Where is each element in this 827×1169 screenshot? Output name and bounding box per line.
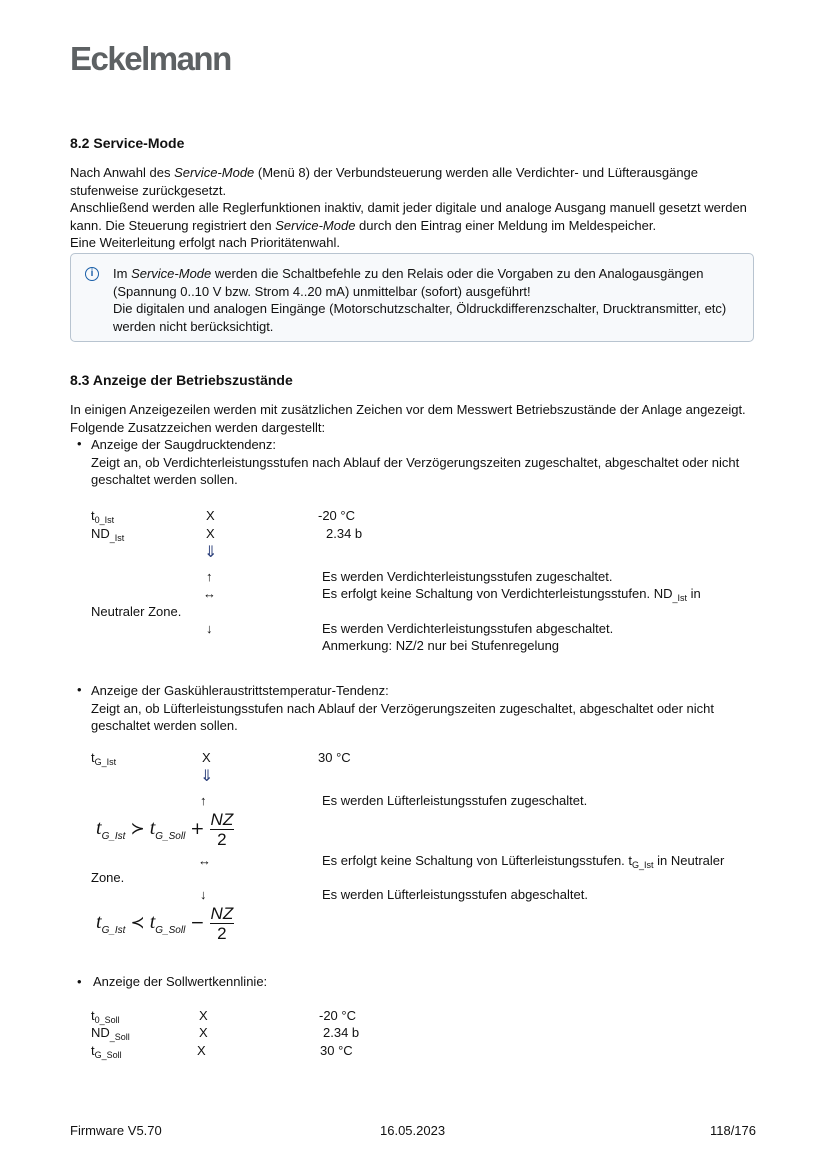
text: (Menü 8) der Verbundsteuerung werden alle Verdichter- und Lüfterausgänge stufenweise zurückgesetzt. — [70, 165, 699, 198]
up-description: Es werden Verdichterleistungsstufen zugeschaltet. — [322, 569, 613, 584]
left-right-arrow-icon: ↔ — [198, 853, 211, 868]
emphasis: Service-Mode — [131, 266, 212, 281]
row-value: -20 °C — [318, 508, 355, 523]
neutral-description: Es erfolgt keine Schaltung von Verdichterleistungsstufen. $ND_{\_Ist}$ in — [322, 586, 701, 603]
down-description: Es werden Verdichterleistungsstufen abgeschaltet. — [322, 621, 614, 636]
neutral-description-wrap: Neutraler Zone. — [91, 604, 182, 619]
left-right-arrow-icon: ↔ — [203, 586, 216, 601]
footer-page-number: 118/176 — [709, 1123, 756, 1138]
row-label-t0-soll: $t_{0\_Soll}$ — [91, 1008, 120, 1025]
row-label-tg-soll: $t_{G\_Soll}$ — [91, 1043, 122, 1060]
bullet-icon: • — [77, 682, 82, 697]
row-value: 2.34 b — [323, 1025, 360, 1040]
text: durch den Eintrag einer Meldung im Meldespeicher. — [355, 217, 657, 233]
paragraph-intro: In einigen Anzeigezeilen werden mit zusätzlichen Zeichen vor dem Messwert Betriebszustände der Anlage angezeigt. Folgende Zusatzzeichen werden dargestellt: — [70, 402, 746, 435]
formula-lower-threshold: $t_{G\_Ist}$ ≺ $t_{G\_Soll}$ − $\frac{NZ}{2}$ — [96, 904, 234, 943]
info-note-box — [70, 253, 754, 342]
bullet-icon: • — [77, 974, 82, 989]
double-down-arrow-icon: ⇓ — [204, 544, 218, 561]
formula-upper-threshold: $t_{G\_Ist}$ ≻ $t_{G\_Soll}$ + $\frac{NZ}{2}$ — [96, 810, 234, 849]
bullet-gaskuehler — [91, 682, 761, 735]
down-note: Anmerkung: NZ/2 nur bei Stufenregelung — [322, 638, 560, 653]
row-label-nd-ist: $ND_{\_Ist}$ — [91, 526, 125, 543]
row-label-tg-ist: $t_{G\_Ist}$ — [91, 750, 117, 767]
up-arrow-icon: ↑ — [200, 793, 207, 808]
bullet-sollwert-title: Anzeige der Sollwertkennlinie: — [93, 974, 268, 989]
row-x: X — [206, 508, 215, 523]
company-logo: Eckelmann — [70, 40, 231, 77]
emphasis: Service-Mode — [174, 165, 255, 180]
row-label-nd-soll: $ND_{\_Soll}$ — [91, 1025, 130, 1042]
row-label-t0-ist: $t_{0\_Ist}$ — [91, 508, 115, 525]
row-x: X — [197, 1043, 206, 1058]
double-down-arrow-icon: ⇓ — [200, 768, 214, 785]
note-text — [113, 265, 749, 335]
info-icon: i — [85, 267, 99, 281]
neutral-description: Es erfolgt keine Schaltung von Lüfterleistungsstufen. $t_{G\_Ist}$ in Neutraler — [322, 853, 725, 870]
row-x: X — [199, 1008, 208, 1023]
up-description: Es werden Lüfterleistungsstufen zugeschaltet. — [322, 793, 588, 808]
row-value: 30 °C — [320, 1043, 353, 1058]
down-arrow-icon: ↓ — [206, 621, 213, 636]
text: Anschließend werden alle Reglerfunktionen inaktiv, damit jeder digitale und analoge Ausgang manuell gesetzt werden kann. Die Steuerung registriert den — [70, 200, 747, 233]
down-arrow-icon: ↓ — [200, 887, 207, 902]
section-heading-8-2: 8.2 Service-Mode — [70, 135, 185, 151]
section-heading-8-3: 8.3 Anzeige der Betriebszustände — [70, 372, 293, 388]
bullet-description: Zeigt an, ob Lüfterleistungsstufen nach Ablauf der Verzögerungszeiten zugeschaltet, abgeschaltet oder nicht geschaltet werden sollen. — [91, 700, 714, 733]
row-value: -20 °C — [319, 1008, 356, 1023]
text: Im — [113, 266, 132, 281]
bullet-title: Anzeige der Saugdrucktendenz: — [91, 437, 277, 452]
bullet-icon: • — [77, 436, 82, 451]
paragraph-service-mode — [70, 164, 760, 252]
bullet-saugdruck — [91, 436, 761, 489]
up-arrow-icon: ↑ — [206, 569, 213, 584]
text: werden die Schaltbefehle zu den Relais oder die Vorgaben zu den Analogausgängen (Spannung 0..10 V bzw. Strom 4..20 mA) unmittelbar (sofort) ausgeführt! — [113, 266, 704, 299]
text: Die digitalen und analogen Eingänge (Motorschutzschalter, Öldruckdifferenzschalter, Drucktransmitter, etc) werden nicht berücksichtigt. — [113, 301, 727, 334]
row-x: X — [199, 1025, 208, 1040]
row-x: X — [202, 750, 211, 765]
neutral-description-wrap: Zone. — [91, 870, 125, 885]
text: Nach Anwahl des — [70, 165, 175, 180]
emphasis: Service-Mode — [275, 217, 356, 233]
down-description: Es werden Lüfterleistungsstufen abgeschaltet. — [322, 887, 588, 902]
row-x: X — [206, 526, 215, 541]
bullet-description: Zeigt an, ob Verdichterleistungsstufen nach Ablauf der Verzögerungszeiten zugeschaltet, abgeschaltet oder nicht geschaltet werden sollen. — [91, 454, 740, 487]
footer-firmware: Firmware V5.70 — [70, 1123, 162, 1138]
bullet-title: Anzeige der Gaskühleraustrittstemperatur-Tendenz: — [91, 683, 389, 698]
text: Eine Weiterleitung erfolgt nach Prioritätenwahl. — [70, 235, 341, 250]
footer-date: 16.05.2023 — [380, 1123, 446, 1138]
row-value: 2.34 b — [326, 526, 363, 541]
row-value: 30 °C — [318, 750, 351, 765]
